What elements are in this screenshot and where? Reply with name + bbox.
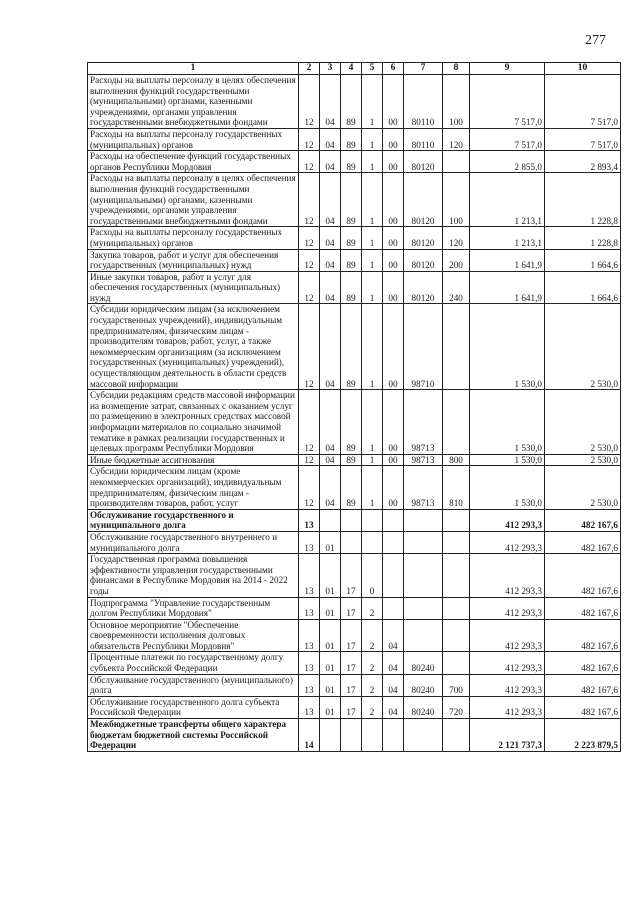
table-row <box>88 554 621 597</box>
cell-col-9: 1 530,0 <box>470 390 545 455</box>
cell-col-10: 2 223 879,5 <box>545 719 621 752</box>
cell-col-9: 412 293,3 <box>470 619 545 652</box>
cell-col-10: 2 530,0 <box>545 304 621 390</box>
cell-col-3: 04 <box>320 271 341 304</box>
cell-col-10: 482 167,6 <box>545 619 621 652</box>
table-row <box>88 652 621 674</box>
cell-col-2: 12 <box>299 390 320 455</box>
cell-col-7: 98713 <box>404 454 443 466</box>
cell-col-5: 1 <box>362 249 383 271</box>
cell-col-7: 98713 <box>404 390 443 455</box>
column-header-8: 8 <box>443 63 470 75</box>
cell-col-8: 240 <box>443 271 470 304</box>
cell-col-7: 80240 <box>404 652 443 674</box>
cell-col-7: 80120 <box>404 227 443 249</box>
cell-col-9: 412 293,3 <box>470 531 545 553</box>
cell-col-8: 120 <box>443 227 470 249</box>
table-row <box>88 151 621 173</box>
cell-col-2: 12 <box>299 454 320 466</box>
table-row <box>88 249 621 271</box>
cell-col-8: 100 <box>443 173 470 227</box>
cell-col-2: 12 <box>299 466 320 509</box>
table-body <box>88 75 621 752</box>
cell-col-5: 2 <box>362 597 383 619</box>
cell-col-7 <box>404 597 443 619</box>
cell-col-9: 7 517,0 <box>470 128 545 150</box>
cell-col-7: 80120 <box>404 271 443 304</box>
cell-col-3: 01 <box>320 696 341 718</box>
cell-col-6: 00 <box>383 304 404 390</box>
cell-col-7 <box>404 719 443 752</box>
cell-col-10: 2 530,0 <box>545 390 621 455</box>
cell-col-2: 12 <box>299 173 320 227</box>
row-name-cell: Подпрограмма "Управление государственным долгом Республики Мордовия" <box>88 597 299 619</box>
cell-col-3: 04 <box>320 466 341 509</box>
row-name-cell: Обслуживание государственного внутреннего и муниципального долга <box>88 531 299 553</box>
row-name-cell: Субсидии редакциям средств массовой информации на возмещение затрат, связанных с оказанием услуг по размещению в электронных средствах массовой информации материалов по социально значимой тематике в рамках реализации государственных и целевых программ Республики Мордовия <box>88 390 299 455</box>
cell-col-6: 00 <box>383 390 404 455</box>
cell-col-9: 412 293,3 <box>470 509 545 531</box>
cell-col-5 <box>362 509 383 531</box>
table-row <box>88 173 621 227</box>
cell-col-10: 482 167,6 <box>545 509 621 531</box>
cell-col-2: 12 <box>299 249 320 271</box>
budget-table <box>87 62 621 752</box>
cell-col-8: 720 <box>443 696 470 718</box>
table-row <box>88 75 621 129</box>
cell-col-6 <box>383 719 404 752</box>
row-name-cell: Межбюджетные трансферты общего характера бюджетам бюджетной системы Российской Федерации <box>88 719 299 752</box>
row-name-cell: Расходы на выплаты персоналу государственных (муниципальных) органов <box>88 128 299 150</box>
cell-col-4: 17 <box>341 597 362 619</box>
cell-col-5: 2 <box>362 674 383 696</box>
cell-col-6: 04 <box>383 674 404 696</box>
cell-col-10: 482 167,6 <box>545 674 621 696</box>
cell-col-3 <box>320 719 341 752</box>
column-header-3: 3 <box>320 63 341 75</box>
cell-col-9: 7 517,0 <box>470 75 545 129</box>
cell-col-5: 1 <box>362 304 383 390</box>
cell-col-6: 00 <box>383 128 404 150</box>
cell-col-9: 412 293,3 <box>470 554 545 597</box>
cell-col-3: 04 <box>320 75 341 129</box>
cell-col-10: 7 517,0 <box>545 75 621 129</box>
row-name-cell: Расходы на выплаты персоналу в целях обеспечения выполнения функций государственными (муниципальными) органами, казенными учреждениями, органами управления государственными внебюджетными фондами <box>88 75 299 129</box>
cell-col-5: 2 <box>362 652 383 674</box>
cell-col-5: 1 <box>362 390 383 455</box>
cell-col-5: 1 <box>362 271 383 304</box>
page-number: 277 <box>585 33 606 48</box>
cell-col-10: 2 893,4 <box>545 151 621 173</box>
cell-col-8 <box>443 597 470 619</box>
cell-col-6: 00 <box>383 151 404 173</box>
cell-col-9: 412 293,3 <box>470 696 545 718</box>
cell-col-8 <box>443 304 470 390</box>
cell-col-10: 7 517,0 <box>545 128 621 150</box>
cell-col-8: 800 <box>443 454 470 466</box>
cell-col-3: 04 <box>320 454 341 466</box>
cell-col-7: 80240 <box>404 696 443 718</box>
cell-col-4: 89 <box>341 173 362 227</box>
column-header-4: 4 <box>341 63 362 75</box>
row-name-cell: Иные закупки товаров, работ и услуг для обеспечения государственных (муниципальных) нужд <box>88 271 299 304</box>
table-row <box>88 390 621 455</box>
cell-col-8: 700 <box>443 674 470 696</box>
cell-col-2: 13 <box>299 509 320 531</box>
cell-col-7 <box>404 554 443 597</box>
cell-col-9: 412 293,3 <box>470 674 545 696</box>
table-row <box>88 454 621 466</box>
cell-col-4: 89 <box>341 151 362 173</box>
cell-col-2: 13 <box>299 674 320 696</box>
cell-col-8 <box>443 390 470 455</box>
table-row <box>88 531 621 553</box>
cell-col-10: 1 228,8 <box>545 227 621 249</box>
cell-col-3 <box>320 509 341 531</box>
cell-col-2: 12 <box>299 271 320 304</box>
column-header-1: 1 <box>88 63 299 75</box>
cell-col-5: 1 <box>362 173 383 227</box>
cell-col-10: 482 167,6 <box>545 696 621 718</box>
row-name-cell: Закупка товаров, работ и услуг для обеспечения государственных (муниципальных) нужд <box>88 249 299 271</box>
cell-col-10: 1 228,8 <box>545 173 621 227</box>
cell-col-5: 1 <box>362 227 383 249</box>
cell-col-2: 12 <box>299 227 320 249</box>
cell-col-4: 89 <box>341 390 362 455</box>
row-name-cell: Основное мероприятие "Обеспечение своевременности исполнения долговых обязательств Республики Мордовия" <box>88 619 299 652</box>
table-row <box>88 597 621 619</box>
column-header-9: 9 <box>470 63 545 75</box>
table-row <box>88 719 621 752</box>
cell-col-3: 04 <box>320 304 341 390</box>
cell-col-7 <box>404 509 443 531</box>
cell-col-7 <box>404 619 443 652</box>
cell-col-9: 1 641,9 <box>470 249 545 271</box>
cell-col-3: 04 <box>320 173 341 227</box>
cell-col-3: 04 <box>320 249 341 271</box>
cell-col-4: 89 <box>341 271 362 304</box>
cell-col-7: 80110 <box>404 75 443 129</box>
cell-col-9: 1 641,9 <box>470 271 545 304</box>
cell-col-7: 80240 <box>404 674 443 696</box>
cell-col-4 <box>341 509 362 531</box>
cell-col-9: 2 121 737,3 <box>470 719 545 752</box>
cell-col-2: 13 <box>299 619 320 652</box>
cell-col-7: 80110 <box>404 128 443 150</box>
cell-col-6: 00 <box>383 75 404 129</box>
cell-col-9: 1 530,0 <box>470 304 545 390</box>
cell-col-9: 412 293,3 <box>470 652 545 674</box>
cell-col-6 <box>383 531 404 553</box>
cell-col-8 <box>443 509 470 531</box>
cell-col-6: 00 <box>383 173 404 227</box>
cell-col-2: 13 <box>299 531 320 553</box>
cell-col-5: 2 <box>362 619 383 652</box>
cell-col-5 <box>362 531 383 553</box>
cell-col-4: 17 <box>341 674 362 696</box>
column-header-2: 2 <box>299 63 320 75</box>
cell-col-6 <box>383 597 404 619</box>
cell-col-10: 482 167,6 <box>545 597 621 619</box>
cell-col-10: 1 664,6 <box>545 271 621 304</box>
row-name-cell: Обслуживание государственного и муниципального долга <box>88 509 299 531</box>
table-row <box>88 227 621 249</box>
cell-col-7: 80120 <box>404 249 443 271</box>
cell-col-6: 04 <box>383 652 404 674</box>
table-row <box>88 619 621 652</box>
cell-col-10: 482 167,6 <box>545 554 621 597</box>
cell-col-2: 13 <box>299 652 320 674</box>
cell-col-4: 89 <box>341 304 362 390</box>
cell-col-3: 01 <box>320 554 341 597</box>
row-name-cell: Расходы на выплаты персоналу в целях обеспечения выполнения функций государственными (муниципальными) органами, казенными учреждениями, органами управления государственными внебюджетными фондами <box>88 173 299 227</box>
column-header-6: 6 <box>383 63 404 75</box>
row-name-cell: Расходы на обеспечение функций государственных органов Республики Мордовия <box>88 151 299 173</box>
cell-col-10: 2 530,0 <box>545 454 621 466</box>
cell-col-4: 17 <box>341 554 362 597</box>
cell-col-6: 00 <box>383 466 404 509</box>
cell-col-4: 17 <box>341 652 362 674</box>
table-row <box>88 674 621 696</box>
cell-col-4 <box>341 719 362 752</box>
cell-col-5: 1 <box>362 454 383 466</box>
table-row <box>88 509 621 531</box>
cell-col-8: 200 <box>443 249 470 271</box>
cell-col-2: 12 <box>299 151 320 173</box>
cell-col-8: 120 <box>443 128 470 150</box>
cell-col-6: 04 <box>383 696 404 718</box>
cell-col-8 <box>443 719 470 752</box>
cell-col-7 <box>404 531 443 553</box>
table-header <box>88 63 621 75</box>
cell-col-8: 100 <box>443 75 470 129</box>
cell-col-8 <box>443 554 470 597</box>
cell-col-7: 98713 <box>404 466 443 509</box>
cell-col-4: 17 <box>341 619 362 652</box>
table-row <box>88 128 621 150</box>
cell-col-7: 98710 <box>404 304 443 390</box>
cell-col-6: 00 <box>383 271 404 304</box>
cell-col-5 <box>362 719 383 752</box>
cell-col-8 <box>443 151 470 173</box>
column-header-7: 7 <box>404 63 443 75</box>
cell-col-3: 01 <box>320 597 341 619</box>
row-name-cell: Субсидии юридическим лицам (кроме некоммерческих организаций), индивидуальным предпринимателям, физическим лицам - производителям товаров, работ, услуг <box>88 466 299 509</box>
cell-col-4: 89 <box>341 454 362 466</box>
column-header-5: 5 <box>362 63 383 75</box>
cell-col-2: 13 <box>299 696 320 718</box>
cell-col-3: 04 <box>320 227 341 249</box>
cell-col-4: 89 <box>341 75 362 129</box>
cell-col-2: 12 <box>299 304 320 390</box>
cell-col-10: 2 530,0 <box>545 466 621 509</box>
cell-col-7: 80120 <box>404 151 443 173</box>
cell-col-5: 1 <box>362 466 383 509</box>
cell-col-3: 04 <box>320 151 341 173</box>
cell-col-8 <box>443 652 470 674</box>
cell-col-8 <box>443 531 470 553</box>
cell-col-10: 482 167,6 <box>545 652 621 674</box>
cell-col-5: 1 <box>362 128 383 150</box>
cell-col-2: 14 <box>299 719 320 752</box>
cell-col-2: 13 <box>299 554 320 597</box>
cell-col-3: 04 <box>320 390 341 455</box>
cell-col-6: 00 <box>383 249 404 271</box>
cell-col-6: 00 <box>383 227 404 249</box>
cell-col-10: 482 167,6 <box>545 531 621 553</box>
cell-col-7: 80120 <box>404 173 443 227</box>
cell-col-8 <box>443 619 470 652</box>
row-name-cell: Субсидии юридическим лицам (за исключением государственных учреждений), индивидуальным предпринимателям, физическим лицам - производителям товаров, работ, услуг, а также некоммерческим организациям (за исключением государственных (муниципальных) учреждений), осуществляющим деятельность в области средств массовой информации <box>88 304 299 390</box>
row-name-cell: Обслуживание государственного (муниципального) долга <box>88 674 299 696</box>
cell-col-2: 12 <box>299 75 320 129</box>
cell-col-9: 412 293,3 <box>470 597 545 619</box>
row-name-cell: Иные бюджетные ассигнования <box>88 454 299 466</box>
cell-col-2: 13 <box>299 597 320 619</box>
cell-col-4: 17 <box>341 696 362 718</box>
cell-col-3: 01 <box>320 531 341 553</box>
cell-col-9: 1 530,0 <box>470 454 545 466</box>
cell-col-9: 1 213,1 <box>470 227 545 249</box>
column-header-10: 10 <box>545 63 621 75</box>
row-name-cell: Обслуживание государственного долга субъекта Российской Федерации <box>88 696 299 718</box>
cell-col-3: 01 <box>320 619 341 652</box>
cell-col-6 <box>383 509 404 531</box>
cell-col-8: 810 <box>443 466 470 509</box>
cell-col-3: 04 <box>320 128 341 150</box>
cell-col-5: 1 <box>362 151 383 173</box>
table-row <box>88 696 621 718</box>
row-name-cell: Государственная программа повышения эффективности управления государственными финансами в Республике Мордовия на 2014 - 2022 годы <box>88 554 299 597</box>
cell-col-4 <box>341 531 362 553</box>
cell-col-9: 1 213,1 <box>470 173 545 227</box>
row-name-cell: Расходы на выплаты персоналу государственных (муниципальных) органов <box>88 227 299 249</box>
cell-col-5: 2 <box>362 696 383 718</box>
cell-col-6: 00 <box>383 454 404 466</box>
cell-col-6: 04 <box>383 619 404 652</box>
cell-col-4: 89 <box>341 128 362 150</box>
table-row <box>88 466 621 509</box>
cell-col-3: 01 <box>320 652 341 674</box>
cell-col-4: 89 <box>341 466 362 509</box>
table-row <box>88 271 621 304</box>
row-name-cell: Процентные платежи по государственному долгу субъекта Российской Федерации <box>88 652 299 674</box>
table-row <box>88 304 621 390</box>
cell-col-6 <box>383 554 404 597</box>
cell-col-4: 89 <box>341 227 362 249</box>
cell-col-10: 1 664,6 <box>545 249 621 271</box>
cell-col-5: 0 <box>362 554 383 597</box>
cell-col-9: 2 855,0 <box>470 151 545 173</box>
cell-col-2: 12 <box>299 128 320 150</box>
cell-col-5: 1 <box>362 75 383 129</box>
header-row <box>88 63 621 75</box>
cell-col-4: 89 <box>341 249 362 271</box>
cell-col-3: 01 <box>320 674 341 696</box>
cell-col-9: 1 530,0 <box>470 466 545 509</box>
